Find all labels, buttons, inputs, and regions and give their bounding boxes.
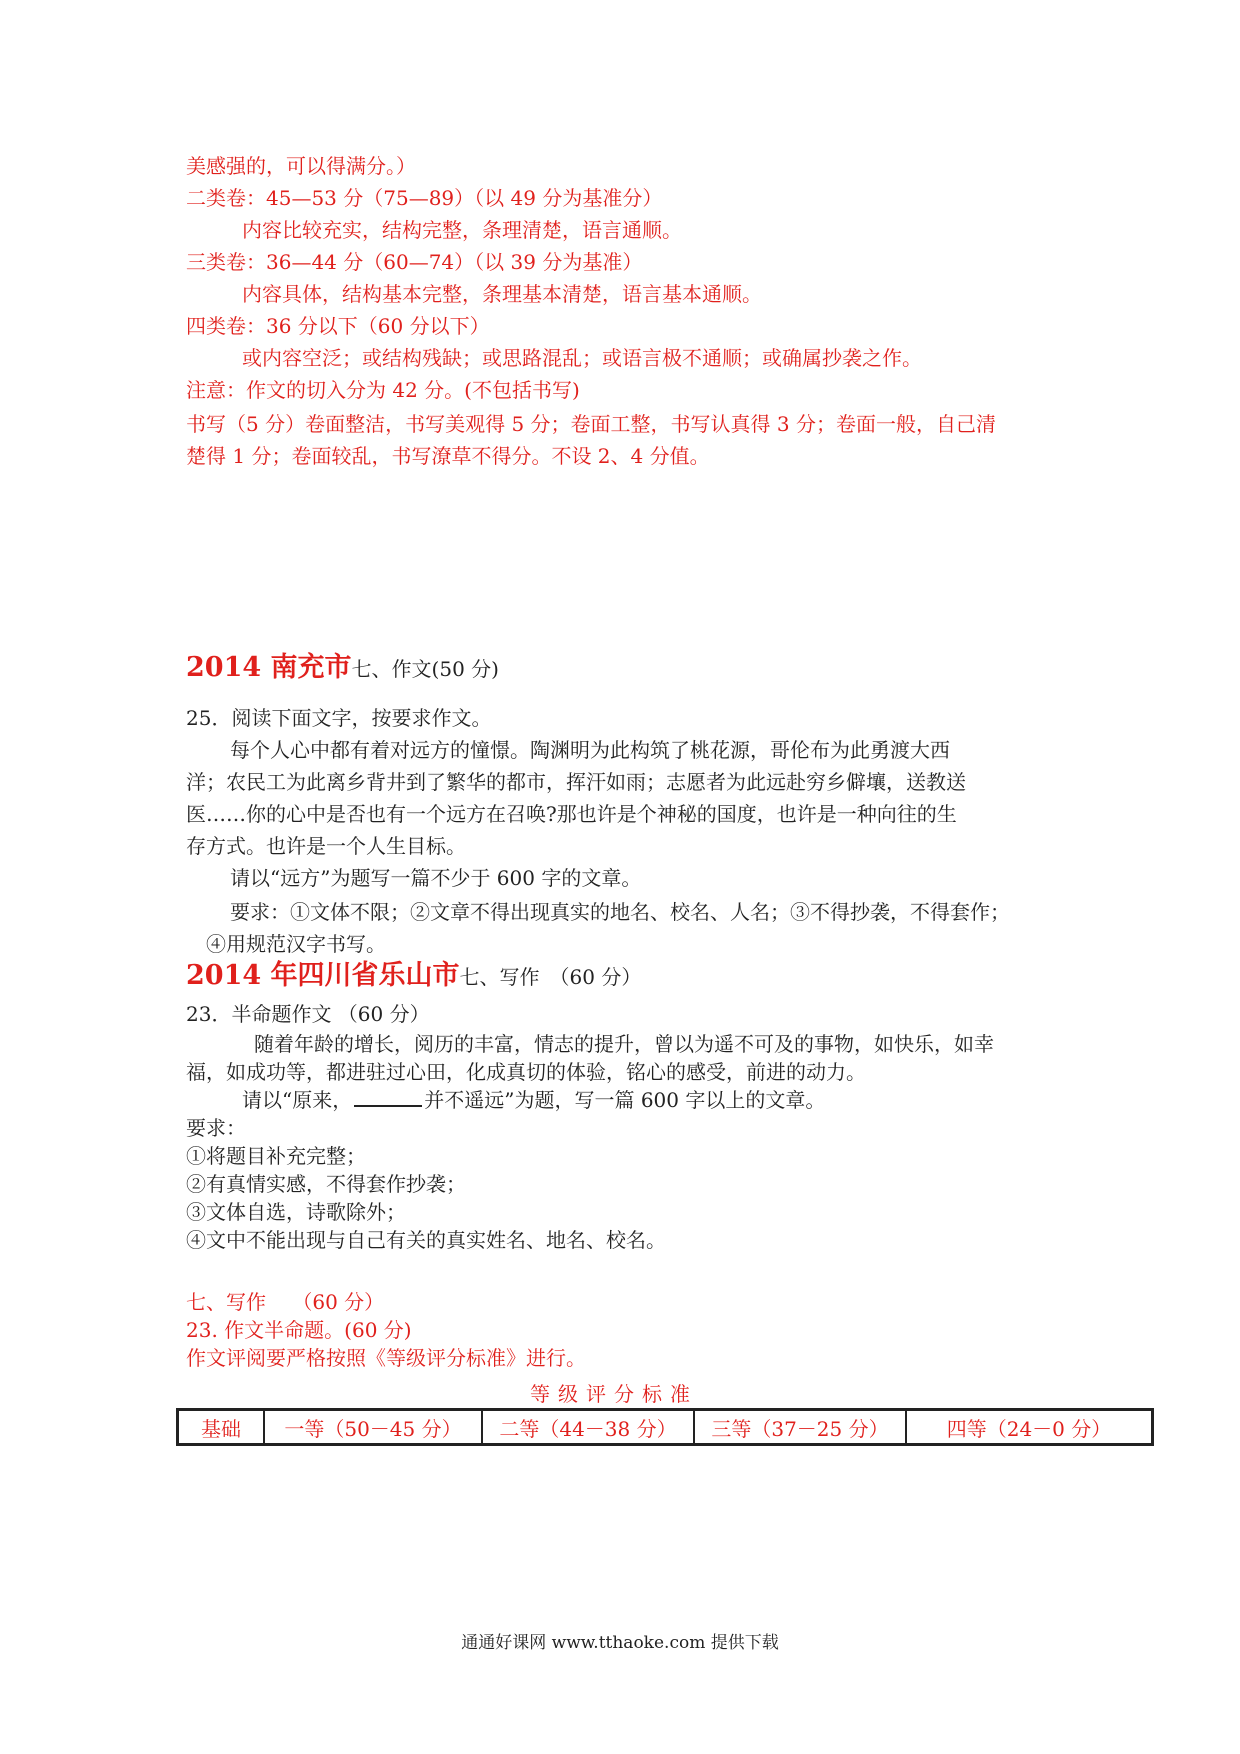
grade-cell-first: 一等（50－45 分） — [264, 1410, 482, 1445]
leshan-para-2: 福，如成功等，都进驻过心田，化成真切的体验，铭心的感受，前进的动力。 — [186, 1060, 866, 1084]
grading-cat4-head: 四类卷：36 分以下（60 分以下） — [186, 314, 490, 338]
leshan-requirements-head: 要求： — [186, 1116, 246, 1140]
leshan-prompt-b: 并不遥远”为题，写一篇 600 字以上的文章。 — [424, 1088, 826, 1112]
leshan-para-1: 随着年龄的增长，阅历的丰富，情志的提升，曾以为遥不可及的事物，如快乐，如幸 — [254, 1032, 994, 1056]
grade-table-row — [178, 1410, 1153, 1445]
page-footer: 通通好课网 www.tthaoke.com 提供下载 — [461, 1633, 779, 1653]
leshan-question-head: 23．半命题作文 （60 分） — [186, 1002, 430, 1026]
grade-table-caption: 等级评分标准 — [530, 1382, 698, 1406]
answer-head: 七、写作 （60 分） — [186, 1290, 385, 1314]
title-blank — [354, 1087, 422, 1107]
nanchong-para-2: 洋；农民工为此离乡背井到了繁华的都市，挥汗如雨；志愿者为此远赴穷乡僻壤，送教送 — [186, 770, 966, 794]
leshan-requirement-2: ②有真情实感，不得套作抄袭； — [186, 1172, 466, 1196]
grade-cell-second: 二等（44－38 分） — [482, 1410, 694, 1445]
leshan-prompt-a: 请以“原来， — [242, 1088, 353, 1112]
grading-cat3-head: 三类卷：36—44 分（60—74）（以 39 分为基准） — [186, 250, 643, 274]
nanchong-title-small: 七、作文(50 分) — [351, 657, 499, 681]
nanchong-requirements-2: ④用规范汉字书写。 — [206, 932, 386, 956]
grading-writing-1: 书写（5 分）卷面整洁，书写美观得 5 分；卷面工整，书写认真得 3 分；卷面一般，自己清 — [186, 412, 996, 436]
grading-note: 注意：作文的切入分为 42 分。(不包括书写) — [186, 378, 580, 402]
answer-question: 23. 作文半命题。(60 分) — [186, 1318, 412, 1342]
grade-table — [176, 1408, 1154, 1446]
grading-cat3-desc: 内容具体，结构基本完整，条理基本清楚，语言基本通顺。 — [242, 282, 762, 306]
grading-cat2-head: 二类卷：45—53 分（75—89）（以 49 分为基准分） — [186, 186, 663, 210]
leshan-title — [186, 962, 641, 991]
nanchong-para-4: 存方式。也许是一个人生目标。 — [186, 834, 466, 858]
grading-cat2-desc: 内容比较充实，结构完整，条理清楚，语言通顺。 — [242, 218, 682, 242]
nanchong-prompt: 请以“远方”为题写一篇不少于 600 字的文章。 — [230, 866, 642, 890]
nanchong-question-head: 25．阅读下面文字，按要求作文。 — [186, 706, 492, 730]
nanchong-title — [186, 654, 499, 683]
nanchong-requirements-1: 要求：①文体不限；②文章不得出现真实的地名、校名、人名；③不得抄袭，不得套作； — [230, 900, 1010, 924]
grading-continuation: 美感强的，可以得满分。） — [186, 154, 416, 178]
leshan-requirement-1: ①将题目补充完整； — [186, 1144, 366, 1168]
grading-cat4-desc: 或内容空泛；或结构残缺；或思路混乱；或语言极不通顺；或确属抄袭之作。 — [242, 346, 922, 370]
grade-cell-basic: 基础 — [178, 1410, 265, 1445]
grade-cell-third: 三等（37－25 分） — [694, 1410, 906, 1445]
leshan-title-big: 2014 年四川省乐山市 — [186, 960, 460, 991]
grade-cell-fourth: 四等（24－0 分） — [906, 1410, 1153, 1445]
answer-intro: 作文评阅要严格按照《等级评分标准》进行。 — [186, 1346, 586, 1370]
nanchong-para-3: 医……你的心中是否也有一个远方在召唤?那也许是个神秘的国度，也许是一种向往的生 — [186, 802, 957, 826]
leshan-prompt — [242, 1086, 825, 1114]
nanchong-title-big: 2014 南充市 — [186, 652, 352, 683]
grading-writing-2: 楚得 1 分；卷面较乱，书写潦草不得分。不设 2、4 分值。 — [186, 444, 710, 468]
leshan-requirement-3: ③文体自选，诗歌除外； — [186, 1200, 406, 1224]
leshan-requirement-4: ④文中不能出现与自己有关的真实姓名、地名、校名。 — [186, 1228, 666, 1252]
leshan-title-small: 七、写作 （60 分） — [459, 965, 642, 989]
nanchong-para-1: 每个人心中都有着对远方的憧憬。陶渊明为此构筑了桃花源，哥伦布为此勇渡大西 — [230, 738, 950, 762]
